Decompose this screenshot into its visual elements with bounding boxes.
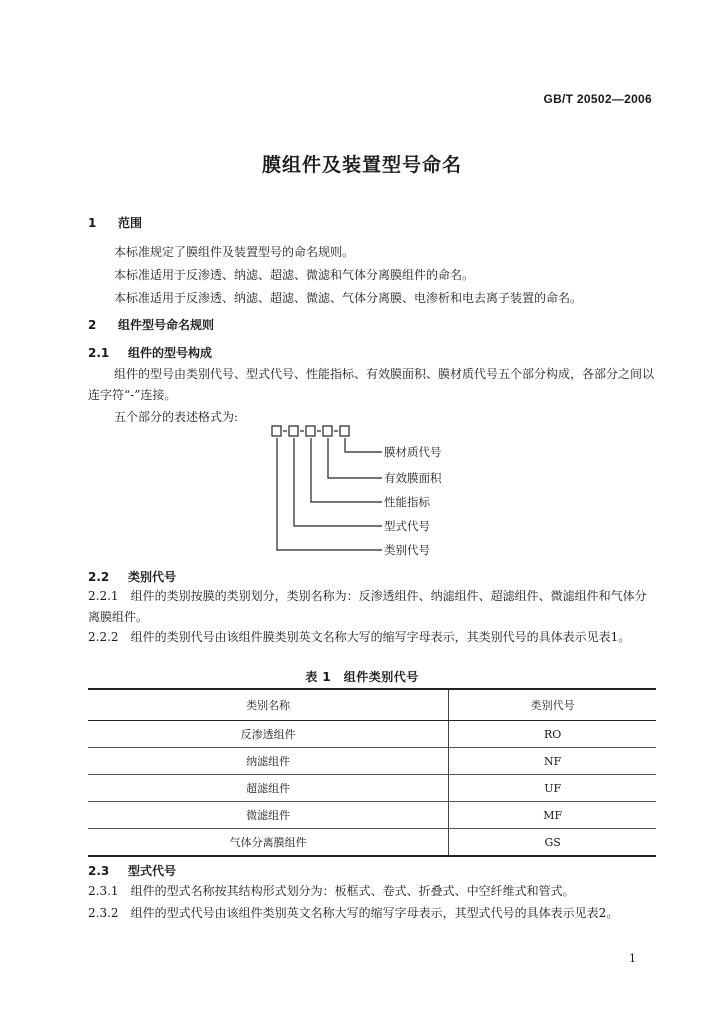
diagram-label-material: 膜材质代号 [384,445,442,459]
category-name-cell: 微滤组件 [88,802,449,829]
leader-material [345,438,382,452]
box-area [323,426,332,436]
diagram-label-performance: 性能指标 [384,495,430,509]
section-number: 2.3 [88,864,110,878]
leader-category [277,438,382,550]
section-title: 范围 [118,216,143,230]
table-header-row [88,689,656,721]
clause-number: 2.3.2 [88,906,119,920]
clause-text: 组件的类别按膜的类别划分，类别名称为：反渗透组件、纳滤组件、超滤组件、微滤组件和气体分离膜组件。 [88,589,647,624]
category-code-cell: MF [449,802,656,829]
category-name-cell: 超滤组件 [88,775,449,802]
page-number: 1 [629,952,636,965]
table-row [88,775,656,802]
clause-text: 组件的类别代号由该组件膜类别英文名称大写的缩写字母表示，其类别代号的具体表示见表1。 [130,630,631,644]
format-intro: 五个部分的表述格式为: [114,410,239,424]
category-code-table [88,688,656,857]
composition-paragraph: 组件的型号由类别代号、型式代号、性能指标、有效膜面积、膜材质代号五个部分构成，各部分之间以连字符“-”连接。 [88,367,655,402]
box-material [340,426,349,436]
section-number: 1 [88,216,97,230]
section-number: 2 [88,318,97,332]
clause-text: 组件的型式名称按其结构形式划分为：板框式、卷式、折叠式、中空纤维式和管式。 [130,884,575,898]
diagram-label-category: 类别代号 [384,543,430,557]
scope-paragraph-3: 本标准适用于反渗透、纳滤、超滤、微滤、气体分离膜、电渗析和电去离子装置的命名。 [114,291,583,305]
category-name-cell: 纳滤组件 [88,748,449,775]
category-code-cell: NF [449,748,656,775]
clause-2-2-1 [88,586,656,628]
table-row [88,721,656,748]
section-title: 组件型号命名规则 [118,318,215,332]
box-category [272,426,281,436]
diagram-label-type: 型式代号 [384,519,430,533]
leader-performance [311,438,382,502]
section-2-1-heading [88,344,212,361]
column-header: 类别名称 [88,689,449,721]
section-2-3-heading [88,862,176,879]
category-code-cell: GS [449,829,656,857]
document-title: 膜组件及装置型号命名 [261,154,462,176]
category-name-cell: 气体分离膜组件 [88,829,449,857]
clause-2-3-2 [88,904,618,921]
table-row [88,802,656,829]
section-title: 类别代号 [128,570,177,584]
clause-text: 组件的型式代号由该组件类别英文名称大写的缩写字母表示，其型式代号的具体表示见表2。 [130,906,619,920]
table-row [88,829,656,857]
clause-number: 2.2.1 [88,589,119,603]
scope-paragraph-1: 本标准规定了膜组件及装置型号的命名规则。 [114,245,355,259]
category-code-cell: UF [449,775,656,802]
clause-number: 2.3.1 [88,884,119,898]
clause-2-2-2 [88,627,656,648]
scope-paragraph-2: 本标准适用于反渗透、纳滤、超滤、微滤和气体分离膜组件的命名。 [114,268,475,282]
clause-number: 2.2.2 [88,630,119,644]
section-title: 组件的型号构成 [128,346,213,360]
clause-2-3-1 [88,882,575,899]
column-header: 类别代号 [449,689,656,721]
category-code-cell: RO [449,721,656,748]
box-performance [306,426,315,436]
category-name-cell: 反渗透组件 [88,721,449,748]
box-type [289,426,298,436]
leader-type [294,438,382,526]
section-title: 型式代号 [128,864,177,878]
section-2-heading [88,316,214,333]
section-2-2-heading [88,568,176,585]
naming-format-diagram [270,422,400,564]
leader-area [328,438,382,478]
section-1-heading [88,214,142,231]
table-row [88,748,656,775]
diagram-label-area: 有效膜面积 [384,471,442,485]
section-number: 2.1 [88,346,110,360]
standard-number: GB/T 20502—2006 [543,92,652,106]
section-number: 2.2 [88,570,110,584]
table-1-caption: 表 1 组件类别代号 [305,670,419,684]
